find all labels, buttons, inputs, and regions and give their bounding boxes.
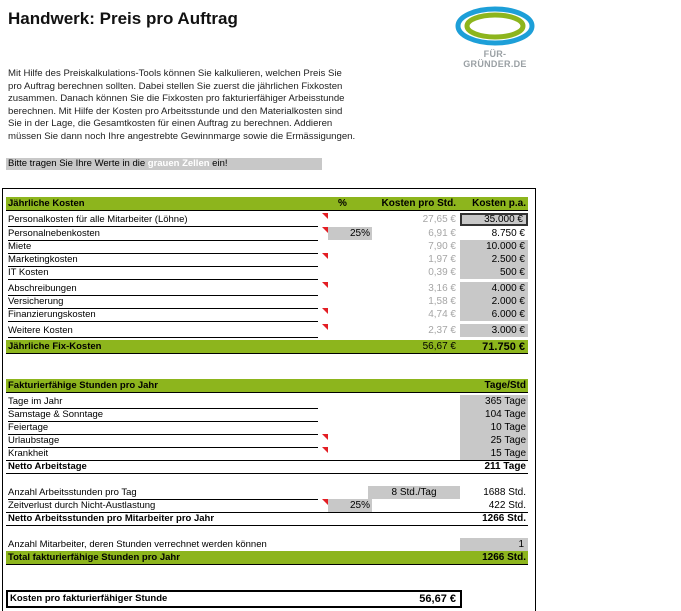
- percent-header: %: [338, 198, 347, 209]
- fixcosts-header-label: Jährliche Kosten: [8, 198, 85, 209]
- logo-ring-icon: [452, 4, 538, 50]
- intro-line: Sie in der Lage, die Gesamtkosten für einen Auftrag zu berechnen. Addieren: [8, 118, 333, 130]
- day-label: Feiertage: [8, 421, 318, 435]
- hours-per-day-label: Anzahl Arbeitsstunden pro Tag: [8, 486, 318, 500]
- employees-input[interactable]: 1: [460, 538, 528, 551]
- intro-line: berechnen. Mit Hilfe der Kosten pro Arbeitsstunde und den Materialkosten sind: [8, 105, 343, 117]
- cost-row: [6, 213, 528, 226]
- day-label: Urlaubstage: [8, 434, 318, 448]
- hint-highlight: grauen Zellen: [147, 158, 210, 169]
- day-label: Krankheit: [8, 447, 318, 461]
- cost-label: Abschreibungen: [8, 282, 318, 296]
- time-loss-label: Zeitverlust durch Nicht-Austlastung: [8, 499, 318, 513]
- intro-line: Mit Hilfe des Preiskalkulations-Tools können Sie kalkulieren, welchen Preis Sie: [8, 68, 342, 79]
- day-value-input[interactable]: 25 Tage: [460, 434, 528, 447]
- cost-row: [6, 282, 528, 295]
- cost-row: [6, 227, 528, 240]
- hours-header: [6, 379, 528, 393]
- intro-line: müssen Sie dann noch Ihre angestrebte Gewinnmarge sowie die Ermässigungen.: [8, 130, 356, 142]
- cost-per-hour: 4,74 €: [428, 309, 456, 320]
- day-row: [6, 447, 528, 460]
- fixcosts-total-per-year: 71.750 €: [482, 341, 525, 353]
- cost-per-year-input[interactable]: 6.000 €: [460, 308, 528, 321]
- employees-row: [6, 538, 528, 551]
- cost-per-year-input[interactable]: 2.000 €: [460, 295, 528, 308]
- fixcosts-total-label: Jährliche Fix-Kosten: [8, 341, 102, 352]
- comment-marker-icon: [322, 447, 328, 453]
- comment-marker-icon: [322, 308, 328, 314]
- cost-per-hour: 7,90 €: [428, 241, 456, 252]
- cost-label: Weitere Kosten: [8, 324, 318, 338]
- net-days-value: 211 Tage: [484, 461, 526, 472]
- hours-per-day-row: [6, 486, 528, 499]
- cost-per-year-input[interactable]: 4.000 €: [460, 282, 528, 295]
- cost-per-hour: 6,91 €: [428, 228, 456, 239]
- fixcosts-total: [6, 340, 528, 354]
- comment-marker-icon: [322, 282, 328, 288]
- page-title: Handwerk: Preis pro Auftrag: [8, 9, 238, 28]
- result-value: 56,67 €: [419, 593, 456, 605]
- cost-per-year-input[interactable]: 35.000 €: [460, 213, 528, 226]
- cost-per-hour: 27,65 €: [422, 214, 456, 225]
- hours-header-label: Fakturierfähige Stunden pro Jahr: [8, 380, 158, 391]
- net-days-row: [6, 460, 528, 473]
- hours-per-day-value: 1688 Std.: [483, 487, 526, 498]
- day-row: [6, 408, 528, 421]
- net-hours-label: Netto Arbeitsstunden pro Mitarbeiter pro Jahr: [8, 513, 215, 524]
- fixcosts-total-per-hour: 56,67 €: [422, 341, 456, 352]
- cost-label: Miete: [8, 240, 318, 254]
- net-days-label: Netto Arbeitstage: [8, 461, 87, 472]
- cost-row: [6, 295, 528, 308]
- cost-label: Versicherung: [8, 295, 318, 309]
- day-value-input[interactable]: 15 Tage: [460, 447, 528, 460]
- employees-label: Anzahl Mitarbeiter, deren Stunden verrechnet werden können: [8, 538, 318, 552]
- cost-per-hour: 0,39 €: [428, 267, 456, 278]
- time-loss-row: [6, 499, 528, 512]
- cost-per-year-input[interactable]: 3.000 €: [460, 324, 528, 337]
- divider: [6, 473, 528, 474]
- logo: [452, 4, 538, 69]
- time-loss-value: 422 Std.: [488, 500, 526, 511]
- hours-total-value: 1266 Std.: [482, 552, 526, 563]
- cost-label: Marketingkosten: [8, 253, 318, 267]
- intro-line: zusammen. Danach können Sie die Fixkosten pro fakturierfähiger Arbeisstunde: [8, 93, 345, 105]
- cost-row: [6, 324, 528, 337]
- cost-per-hour: 1,97 €: [428, 254, 456, 265]
- cost-label: Personalkosten für alle Mitarbeiter (Löhne): [8, 213, 318, 227]
- result-box: [6, 590, 462, 608]
- per-hour-header: Kosten pro Std.: [381, 198, 456, 209]
- cost-per-year: 8.750 €: [491, 228, 525, 239]
- cost-per-year-input[interactable]: 10.000 €: [460, 240, 528, 253]
- intro-line: pro Auftrag berechnen sollten. Dabei stellen Sie zuerst die jährlichen Fixkosten: [8, 80, 343, 92]
- day-row: [6, 421, 528, 434]
- day-label: Tage im Jahr: [8, 395, 318, 409]
- cost-label: IT Kosten: [8, 266, 318, 280]
- cost-per-hour: 2,37 €: [428, 325, 456, 336]
- instruction-hint: Bitte tragen Sie Ihre Werte in die grauen Zellen ein!: [6, 158, 322, 170]
- hours-header-unit: Tage/Std: [484, 380, 526, 391]
- comment-marker-icon: [322, 434, 328, 440]
- day-value-input[interactable]: 365 Tage: [460, 395, 528, 408]
- cost-per-hour: 3,16 €: [428, 283, 456, 294]
- time-loss-input[interactable]: 25%: [328, 499, 372, 512]
- cost-row: [6, 253, 528, 266]
- day-row: [6, 395, 528, 408]
- day-row: [6, 434, 528, 447]
- cost-per-hour: 1,58 €: [428, 296, 456, 307]
- per-year-header: Kosten p.a.: [472, 198, 526, 209]
- divider: [6, 525, 528, 526]
- cost-per-year-input[interactable]: 500 €: [460, 266, 528, 279]
- result-label: Kosten pro fakturierfähiger Stunde: [10, 593, 168, 604]
- intro-text: [8, 68, 386, 144]
- comment-marker-icon: [322, 213, 328, 219]
- day-value-input[interactable]: 104 Tage: [460, 408, 528, 421]
- hours-total: [6, 551, 528, 565]
- fixcosts-header: [6, 197, 528, 211]
- percent-input[interactable]: 25%: [328, 227, 372, 240]
- net-hours-row: [6, 512, 528, 525]
- net-hours-value: 1266 Std.: [482, 513, 526, 524]
- cost-label: Personalnebenkosten: [8, 227, 318, 241]
- day-label: Samstage & Sonntage: [8, 408, 318, 422]
- cost-per-year-input[interactable]: 2.500 €: [460, 253, 528, 266]
- cost-row: [6, 240, 528, 253]
- comment-marker-icon: [322, 324, 328, 330]
- day-value-input[interactable]: 10 Tage: [460, 421, 528, 434]
- cost-label: Finanzierungskosten: [8, 308, 318, 322]
- cost-row: [6, 308, 528, 321]
- hours-total-label: Total fakturierfähige Stunden pro Jahr: [8, 552, 180, 563]
- comment-marker-icon: [322, 253, 328, 259]
- hours-per-day-input[interactable]: 8 Std./Tag: [368, 486, 460, 499]
- cost-row: [6, 266, 528, 279]
- logo-text: FÜR-GRÜNDER.DE: [463, 49, 527, 69]
